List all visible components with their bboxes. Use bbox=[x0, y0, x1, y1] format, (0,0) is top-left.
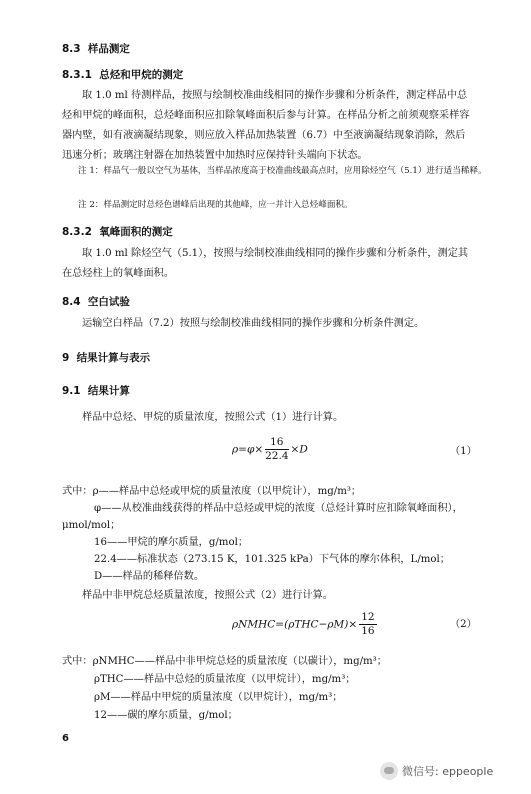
note-2: 注 2：样品测定时总烃色谱峰后出现的其他峰，应一并计入总烃峰面积。 bbox=[78, 200, 353, 210]
where-2-nmhc: 式中：ρNMHC——样品中非甲烷总烃的质量浓度（以碳计），mg/m³； bbox=[62, 656, 387, 667]
where-1-m16: 16——甲烷的摩尔质量，g/mol； bbox=[94, 537, 249, 548]
where-2-c12: 12——碳的摩尔质量，g/mol； bbox=[94, 710, 238, 721]
section-9-heading: 9 结果计算与表示 bbox=[62, 352, 151, 364]
page-number: 6 bbox=[62, 733, 69, 744]
where-2-thc: ρTHC——样品中总烃的质量浓度（以甲烷计），mg/m³； bbox=[94, 674, 356, 685]
note-1: 注 1：样品气一般以空气为基体，当样品浓度高于校准曲线最高点时，应用除烃空气（5.1）进行适当稀释。 bbox=[78, 166, 487, 176]
where-1-rho: 式中：ρ——样品中总烃或甲烷的质量浓度（以甲烷计），mg/m³； bbox=[62, 486, 362, 497]
equation-1: ρ=φ× $\frac{16}{22.4}$ ×D bbox=[232, 436, 308, 462]
section-8-3-1-body: 取 1.0 ml 待测样品，按照与绘制校准曲线相同的操作步骤和分析条件，测定样品中总烃和甲烷的峰面积，总烃峰面积应扣除氧峰面积后参与计算。在样品分析之前须观察采样容器内壁，如有液滴凝结现象，则应放入样品加热装置（6.7）中至液滴凝结现象消除，然后迅速分析；玻璃注射器在加热装置中加热时应保持针头端向下状态。 bbox=[62, 90, 470, 161]
section-9-1-heading: 9.1 结果计算 bbox=[62, 385, 130, 397]
section-8-3-1-heading: 8.3.1 总烃和甲烷的测定 bbox=[62, 69, 184, 81]
equation-1-fraction: $\frac{16}{22.4}$ bbox=[265, 436, 289, 462]
equation-1-number: （1） bbox=[450, 446, 477, 457]
section-8-3-2-heading: 8.3.2 氧峰面积的测定 bbox=[62, 226, 173, 238]
equation-2: ρNMHC=(ρTHC−ρM)× $\frac{12}{16}$ bbox=[232, 611, 375, 637]
where-1-d: D——样品的稀释倍数。 bbox=[94, 571, 205, 582]
watermark-text: 微信号: eppeople bbox=[402, 765, 494, 778]
where-1-phi-unit: μmol/mol； bbox=[62, 520, 121, 531]
calc-1-intro: 样品中总烃、甲烷的质量浓度，按照公式（1）进行计算。 bbox=[82, 412, 344, 423]
section-8-4-body: 运输空白样品（7.2）按照与绘制校准曲线相同的操作步骤和分析条件测定。 bbox=[82, 318, 425, 329]
equation-2-fraction: $\frac{12}{16}$ bbox=[361, 611, 375, 637]
wechat-watermark bbox=[380, 762, 493, 780]
wechat-icon bbox=[380, 762, 398, 780]
calc-2-intro: 样品中非甲烷总烃质量浓度，按照公式（2）进行计算。 bbox=[82, 590, 333, 601]
section-8-3-heading: 8.3 样品测定 bbox=[62, 43, 130, 55]
section-8-4-heading: 8.4 空白试验 bbox=[62, 296, 130, 308]
section-8-3-2-body: 取 1.0 ml 除烃空气（5.1），按照与绘制校准曲线相同的操作步骤和分析条件，测定其在总烃柱上的氧峰面积。 bbox=[62, 248, 469, 279]
equation-2-number: （2） bbox=[450, 619, 477, 630]
where-1-v224: 22.4——标准状态（273.15 K，101.325 kPa）下气体的摩尔体积，L/mol； bbox=[94, 554, 450, 565]
where-1-phi: φ——从校准曲线获得的样品中总烃或甲烷的浓度（总烃计算时应扣除氧峰面积）， bbox=[94, 503, 463, 514]
where-2-m: ρM——样品中甲烷的质量浓度（以甲烷计），mg/m³； bbox=[94, 692, 343, 703]
